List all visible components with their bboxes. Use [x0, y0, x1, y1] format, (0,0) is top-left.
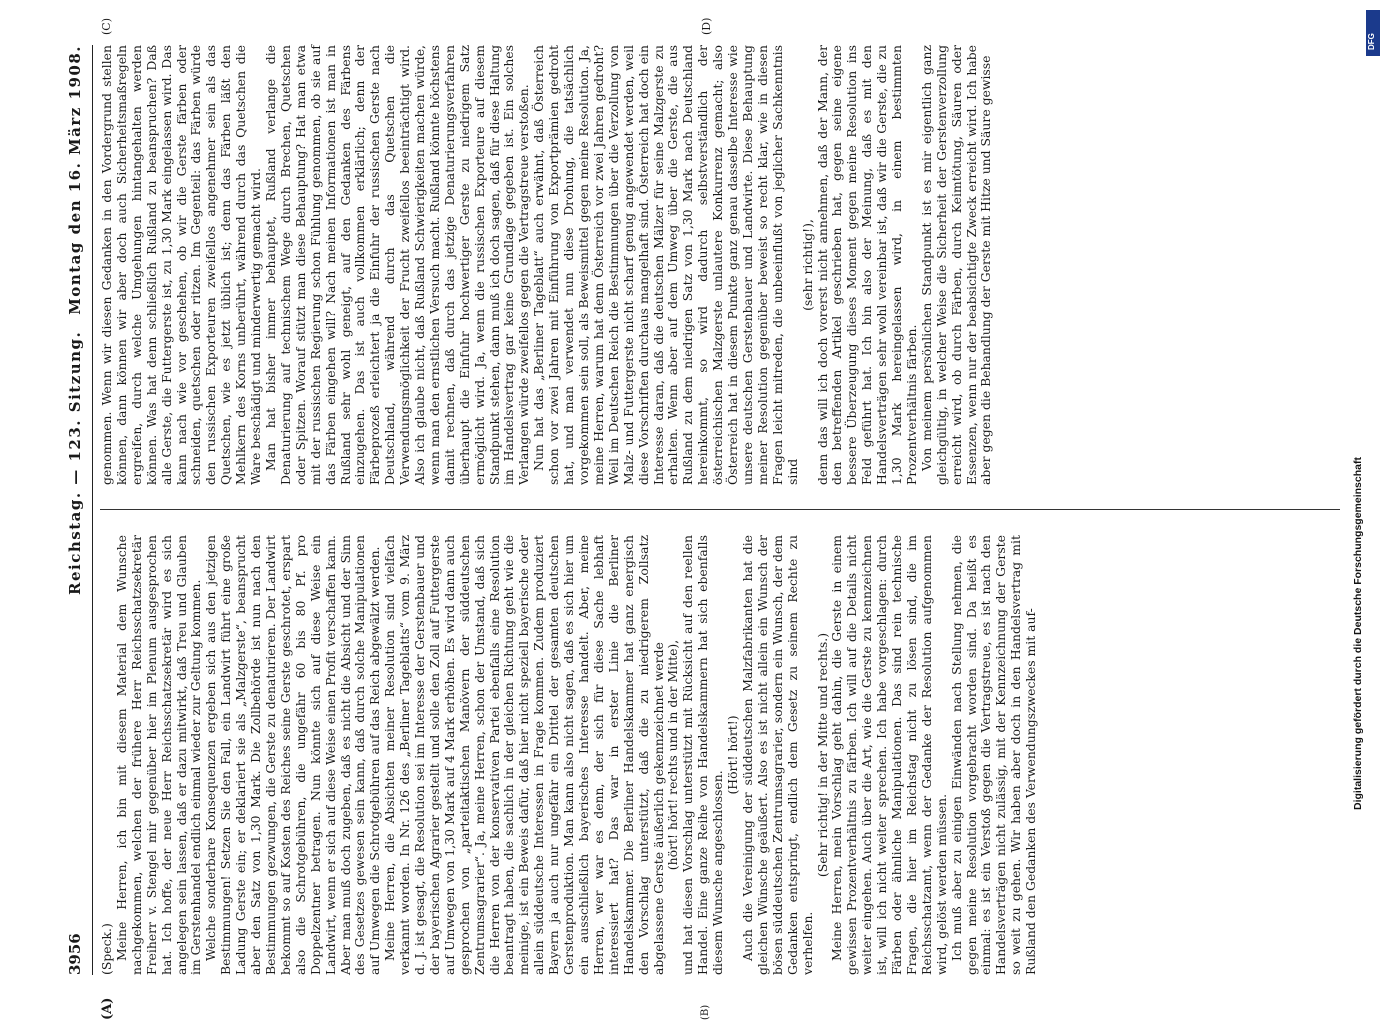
session-date: Montag den 16. März 1908.	[66, 45, 84, 315]
header-rule	[92, 45, 93, 975]
margin-mark-d: (D)	[700, 17, 713, 35]
right-column	[100, 45, 994, 485]
dfg-logo	[1366, 10, 1380, 56]
paragraph: Von meinem persönlichen Standpunkt ist es mir eigentlich ganz gleichgültig, in welcher Weise die Sicherheit der Gerstenverzollung erreicht wird, ob durch Färben, durch Keimtötung, Säuren oder Essenzen, wenn nur der beabsichtigte Zweck erreicht wird. Ich habe aber gegen die Behandlung der Gerste mit Hitze und Säure gewisse	[918, 45, 994, 485]
paragraph: Meine Herren, die Absichten meiner Resolution sind vielfach verkannt worden. In Nr. 126 des „Berliner Tageblatts“ vom 9. März d. J. ist gesagt, die Resolution sei im Interesse der Gerstenbauer und der bayerischen Agrarier gestellt und solle den Zoll auf Futtergerste auf Umwegen von 1,30 Mark auf 4 Mark erhöhen. Es wird dann auch gesprochen von „parteitaktischen Manövern der süddeutschen Zentrumsagrarier“. Ja, meine Herren, schon der Umstand, daß sich die Herren von der konservativen Partei ebenfalls eine Resolution beantragt haben, die sachlich in der gleichen Richtung geht wie die meinige, ist ein Beweis dafür, daß hier nicht speziell bayerische oder allein süddeutsche Interessen in Frage kommen. Zudem produziert Bayern ja auch nur ungefähr ein Drittel der gesamten deutschen Gerstenproduktion. Man kann also nicht sagen, daß es sich hier um ein ausschließlich bayerisches Interesse handelt. Aber, meine Herren, wer war es denn, der sich für diese Sache lebhaft interessiert hat? Das war in erster Linie die Berliner Handelskammer. Die Berliner Handelskammer hat ganz energisch den Vorschlag unterstützt, daß die zu niedrigerem Zollsatz abgelassene Gerste äußerlich gekennzeichnet werde	[382, 535, 666, 975]
paragraph: Man hat bisher immer behauptet, Rußland verlange die Denaturierung auf technischem Wege durch Brechen, Quetschen oder Spitzen. Worauf stützt man diese Behauptung? Hat man etwa mit der russischen Regierung schon Fühlung genommen, ob sie auf das Färben eingehen will? Nach meinen Informationen ist man in Rußland sehr wohl geneigt, auf den Gedanken des Färbens einzugehen. Das ist auch vollkommen erklärlich; denn der Färbeprozeß erleichtert ja die Einfuhr der russischen Gerste nach Deutschland, während durch das Quetschen die Verwendungsmöglichkeit der Frucht zweifellos beeinträchtigt wird. Also ich glaube nicht, daß Rußland Schwierigkeiten machen würde, wenn man den ernstlichen Versuch macht. Rußland könnte höchstens damit rechnen, daß durch das jetzige Denaturierungsverfahren überhaupt die Einfuhr hochwertiger Gerste zu niedrigem Satz ermöglicht wird. Ja, wenn die russischen Exporteure auf diesem Standpunkt stehen, dann muß ich doch sagen, daß für diese Haltung im Handelsvertrag gar keine Grundlage gegeben ist. Ein solches Verlangen würde zweifellos gegen die Vertragstreue verstoßen.	[262, 45, 532, 485]
column-separator	[100, 509, 1340, 510]
page-header	[60, 45, 90, 975]
session-title: Reichstag. — 123. Sitzung.	[66, 330, 84, 595]
paragraph: denn das will ich doch vorerst nicht annehmen, daß der Mann, der den betreffenden Artikel geschrieben hat, gegen seine eigene bessere Überzeugung dieses Moment gegen meine Resolution ins Feld geführt hat. Ich bin also der Meinung, daß es mit den Handelsverträgen sehr wohl vereinbar ist, daß wir die Gerste, die zu 1,30 Mark hereingelassen wird, in einem bestimmten Prozentverhältnis färben.	[814, 45, 919, 485]
margin-mark-a: (A)	[100, 997, 115, 1020]
dfg-logo-text: DFG	[1367, 33, 1376, 50]
paragraph: genommen. Wenn wir diesen Gedanken in den Vordergrund stellen können, dann können wir aber doch auch Sicherheitsmaßregeln ergreifen, durch welche Umgehungen hintangehalten werden können. Was hat denn schließlich Rußland zu beanspruchen? Daß alle Gerste, die Futtergerste ist, zu 1,30 Mark eingelassen wird. Das kann nach wie vor geschehen, ob wir die Gerste färben oder schneiden, quetschen oder ritzen. Im Gegenteil: das Färben würde den russischen Exporteuren zweifellos angenehmer sein als das Quetschen, wie es jetzt üblich ist; denn das Färben läßt den Mehlkern des Korns unberührt, während durch das Quetschen die Ware beschädigt und minderwertig gemacht wird.	[99, 45, 264, 485]
paragraph: Meine Herren, mein Vorschlag geht dahin, die Gerste in einem gewissen Prozentverhältnis zu färben. Ich will auf die Details nicht weiter eingehen. Auch über die Art, wie die Gerste zu kennzeichnen ist, will ich nicht weiter sprechen. Ich habe vorgeschlagen: durch Färben oder ähnliche Manipulationen. Das sind rein technische Fragen, die hier im Reichstag nicht zu lösen sind, die im Reichsschatzamt, wenn der Gedanke der Resolution aufgenommen wird, gelöst werden müssen.	[829, 535, 949, 975]
paragraph: Ich muß aber zu einigen Einwänden nach Stellung nehmen, die gegen meine Resolution vorgebracht worden sind. Da heißt es einmal: es ist ein Verstoß gegen die Vertragstreue, es ist nach den Handelsverträgen nicht zulässig, mit der Kennzeichnung der Gerste so weit zu gehen. Wir haben aber doch in den Handelsvertrag mit Rußland den Gedanken des Verwendungszweckes mit auf-	[948, 535, 1039, 975]
interjection: (Hört! hört!)	[725, 715, 741, 795]
left-column	[100, 535, 1039, 975]
interjection: (Sehr richtig! in der Mitte und rechts.)	[814, 632, 830, 878]
paragraph: und hat diesen Vorschlag unterstützt mit Rücksicht auf den reellen Handel. Eine ganze Reihe von Handelskammern hat sich ebenfalls diesem Wunsche angeschlossen.	[680, 535, 726, 975]
margin-mark-c: (C)	[100, 18, 113, 35]
page-number: 3956	[66, 933, 84, 975]
digitization-credit	[1352, 110, 1372, 810]
interjection: (hört! hört! rechts und in der Mitte),	[665, 639, 681, 871]
rotated-sheet	[60, 17, 1350, 1020]
paragraph: Auch die Vereinigung der süddeutschen Malzfabrikanten hat die gleichen Wünsche geäußert. Also es ist nicht allein ein Wunsch der bösen süddeutschen Zentrumsagrarier, sondern ein Wunsch, der dem Gedanken entspringt, endlich dem Gesetz zu seinem Rechte zu verhelfen.	[739, 535, 815, 975]
margin-mark-b: (B)	[700, 1004, 711, 1020]
paragraph: Nun hat das „Berliner Tageblatt“ auch erwähnt, daß Österreich schon vor zwei Jahren mit Einführung von Exportprämien gedroht hat, und man verwendet nun diese Drohung, die tatsächlich vorgekommen sein soll, als Beweismittel gegen meine Resolution. Ja, meine Herren, warum hat denn Österreich vor zwei Jahren gedroht? Weil im Deutschen Reich die Bestimmungen über die Verzollung von Malz- und Futtergerste nicht scharf genug angewendet werden, weil diese Vorschriften durchaus mangelhaft sind. Österreich hat doch ein Interesse daran, daß die deutschen Mälzer für seine Malzgerste zu erhalten. Wenn aber auf dem Umweg über die Gerste, die aus Rußland zu dem niedrigen Satz von 1,30 Mark nach Deutschland hereinkommt, so wird dadurch selbstverständlich der österreichischen Malzgerste unlautere Konkurrenz gemacht; also Österreich hat in diesem Punkte ganz genau dasselbe Interesse wie unsere deutschen Gerstenbauer und Landwirte. Diese Behauptung meiner Resolution gegenüber beweist so recht klar, wie in diesen Fragen leicht mitreden, die unbeeinflußt von jeglicher Sachkenntnis sind	[531, 45, 800, 485]
interjection: (sehr richtig!),	[799, 219, 815, 311]
credit-text: Digitalisierung gefördert durch die Deutsche Forschungsgemeinschaft	[1352, 457, 1364, 810]
paragraph: Meine Herren, ich bin mit diesem Material dem Wunsche nachgekommen, welchen der frühere Herr Reichsschatzsekretär Freiherr v. Stengel mir gegenüber hier im Plenum ausgesprochen hat. Ich hoffe, der neue Herr Reichsschatzsekretär wird es sich angelegen sein lassen, daß er dazu mitwirkt, daß Treu und Glauben im Gerstenhandel endlich einmal wieder zur Geltung kommen.	[113, 535, 204, 975]
paragraph: Welche sonderbare Konsequenzen ergeben sich aus den jetzigen Bestimmungen! Setzen Sie den Fall, ein Landwirt führt eine große Ladung Gerste ein; er deklariert sie als „Malzgerste“, beansprucht aber den Satz von 1,30 Mark. Die Zollbehörde ist nun nach den Bestimmungen gezwungen, die Gerste zu denaturieren. Der Landwirt bekommt so auf Kosten des Reiches seine Gerste geschrotet, erspart also die Schrotgebühren, die ungefähr 60 bis 80 Pf. pro Doppelzentner betragen. Nun könnte sich auf diese Weise ein Landwirt, wenn er sich auf diese Weise einen Profit verschaffen kann. Aber man muß doch zugeben, daß es nicht die Absicht und der Sinn des Gesetzes gewesen sein kann, daß durch solche Manipulationen auf Umwegen die Schrotgebühren auf das Reich abgewälzt werden.	[203, 535, 383, 975]
speaker-label: (Speck.)	[99, 923, 114, 975]
